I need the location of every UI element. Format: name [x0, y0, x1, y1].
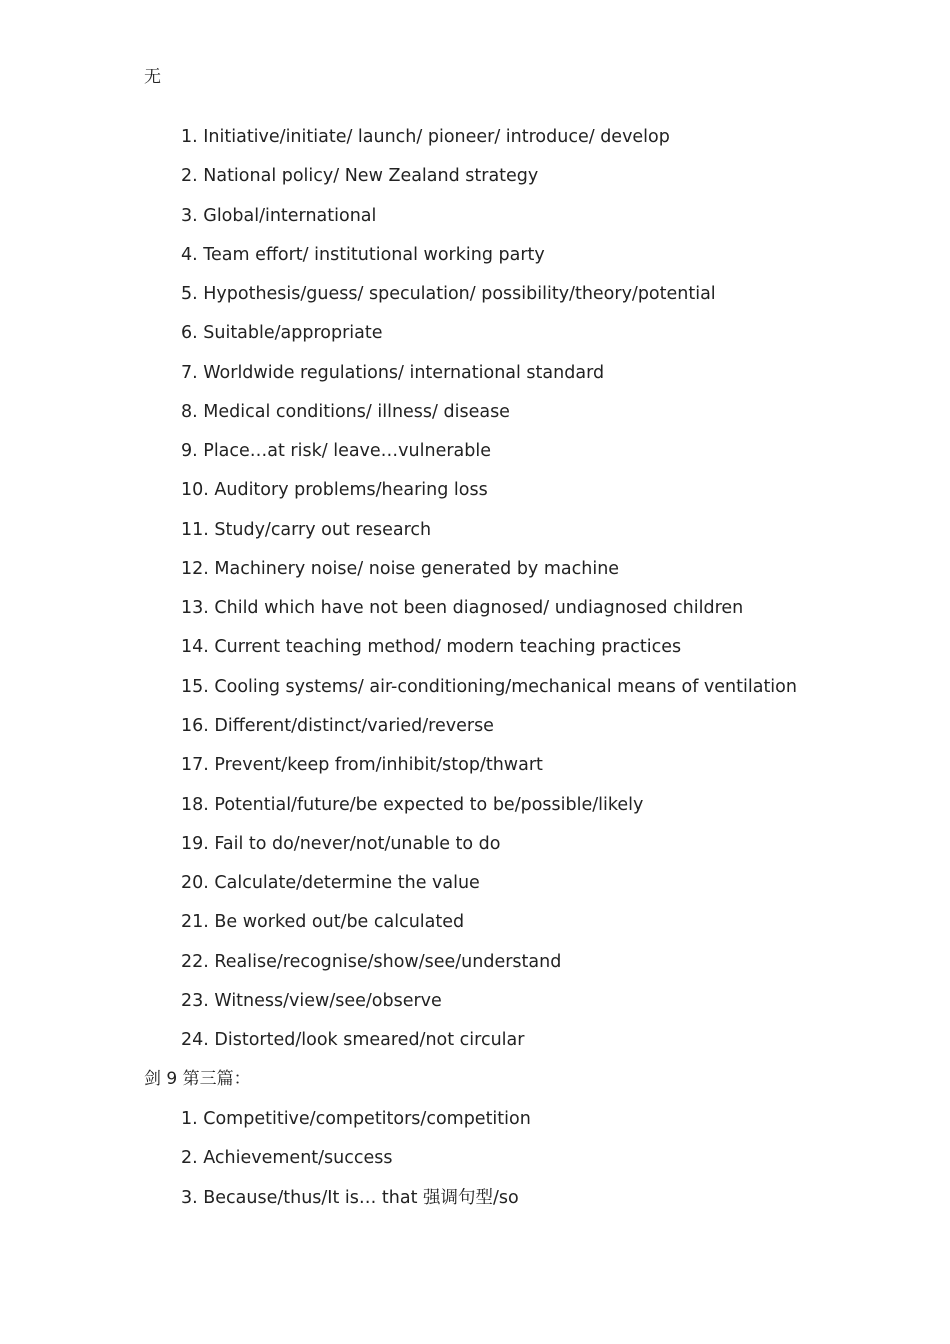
list-item: 7. Worldwide regulations/ international standard	[181, 362, 605, 383]
list-item: 18. Potential/future/be expected to be/possible/likely	[181, 794, 644, 815]
list-item: 19. Fail to do/never/not/unable to do	[181, 833, 501, 854]
list-item: 1. Initiative/initiate/ launch/ pioneer/ introduce/ develop	[181, 127, 670, 147]
list-item: 24. Distorted/look smeared/not circular	[181, 1030, 525, 1051]
list-item: 1. Competitive/competitors/competition	[181, 1109, 531, 1129]
list-item: 3. Global/international	[181, 205, 377, 226]
list-item: 23. Witness/view/see/observe	[181, 990, 442, 1011]
list-item: 2. Achievement/success	[181, 1148, 393, 1169]
list-item: 8. Medical conditions/ illness/ disease	[181, 401, 510, 422]
list-item: 2. National policy/ New Zealand strategy	[181, 166, 539, 187]
list-item: 13. Child which have not been diagnosed/ undiagnosed children	[181, 598, 744, 619]
list-item: 4. Team effort/ institutional working party	[181, 244, 545, 265]
list-item: 6. Suitable/appropriate	[181, 323, 383, 344]
list-item: 17. Prevent/keep from/inhibit/stop/thwart	[181, 755, 543, 776]
list-item: 12. Machinery noise/ noise generated by machine	[181, 558, 620, 579]
section-heading: 剑 9 第三篇：	[144, 1069, 251, 1089]
list-item: 9. Place…at risk/ leave…vulnerable	[181, 441, 492, 462]
list-item: 5. Hypothesis/guess/ speculation/ possibility/theory/potential	[181, 284, 716, 305]
top-label: 无	[144, 67, 161, 87]
vocabulary-list-2	[181, 1108, 531, 1226]
list-item: 11. Study/carry out research	[181, 519, 432, 540]
list-item: 10. Auditory problems/hearing loss	[181, 480, 488, 501]
list-item: 14. Current teaching method/ modern teaching practices	[181, 637, 682, 658]
list-item: 22. Realise/recognise/show/see/understand	[181, 951, 562, 972]
list-item: 16. Different/distinct/varied/reverse	[181, 715, 494, 736]
list-item: 21. Be worked out/be calculated	[181, 912, 465, 933]
list-item: 3. Because/thus/It is… that 强调句型/so	[181, 1187, 519, 1208]
vocabulary-list-1	[181, 126, 797, 1068]
list-item: 20. Calculate/determine the value	[181, 873, 480, 894]
list-item: 15. Cooling systems/ air-conditioning/mechanical means of ventilation	[181, 676, 797, 697]
